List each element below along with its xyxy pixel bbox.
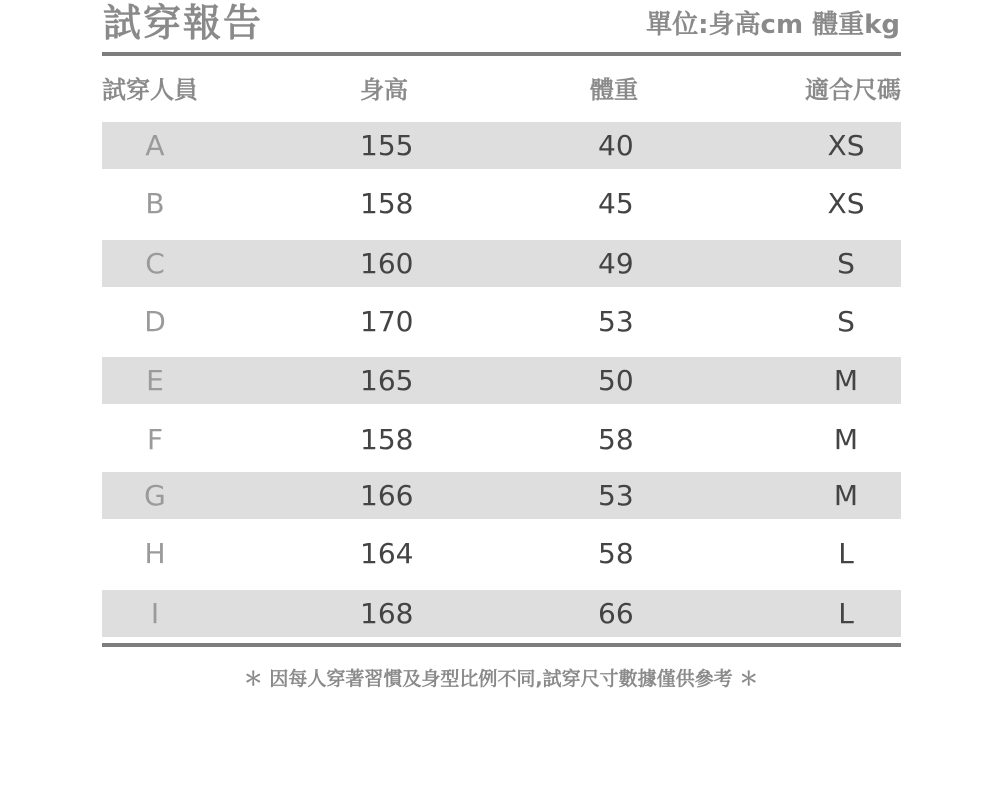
height-cell: 166: [360, 479, 414, 512]
table-row: H 164 58 L: [102, 530, 901, 577]
weight-cell: 45: [598, 187, 634, 220]
weight-cell: 58: [598, 423, 634, 456]
table-row: I 168 66 L: [102, 590, 901, 637]
table-header: [102, 70, 901, 110]
weight-cell: 40: [598, 129, 634, 162]
weight-cell: 53: [598, 479, 634, 512]
table-row: F 158 58 M: [102, 416, 901, 463]
height-cell: 165: [360, 364, 414, 397]
unit-note: 單位:身高cm 體重kg: [646, 10, 900, 40]
weight-cell: 66: [598, 597, 634, 630]
disclaimer-footnote: ＊ 因每人穿著習慣及身型比例不同,試穿尺寸數據僅供參考 ＊: [243, 668, 759, 690]
header-person: 試穿人員: [102, 76, 198, 104]
header-weight: 體重: [590, 76, 638, 104]
table-row: A 155 40 XS: [102, 122, 901, 169]
height-cell: 155: [360, 129, 414, 162]
top-divider: [102, 52, 901, 56]
weight-cell: 50: [598, 364, 634, 397]
table-row: B 158 45 XS: [102, 180, 901, 227]
table-row: E 165 50 M: [102, 357, 901, 404]
weight-cell: 49: [598, 247, 634, 280]
height-cell: 160: [360, 247, 414, 280]
table-row: G 166 53 M: [102, 472, 901, 519]
height-cell: 170: [360, 305, 414, 338]
report-title: 試穿報告: [103, 1, 264, 45]
height-cell: 168: [360, 597, 414, 630]
height-cell: 164: [360, 537, 414, 570]
weight-cell: 58: [598, 537, 634, 570]
height-cell: 158: [360, 423, 414, 456]
bottom-divider: [102, 643, 901, 647]
header-size: 適合尺碼: [805, 76, 901, 104]
table-row: D 170 53 S: [102, 298, 901, 345]
height-cell: 158: [360, 187, 414, 220]
weight-cell: 53: [598, 305, 634, 338]
header-height: 身高: [360, 76, 408, 104]
table-row: C 160 49 S: [102, 240, 901, 287]
